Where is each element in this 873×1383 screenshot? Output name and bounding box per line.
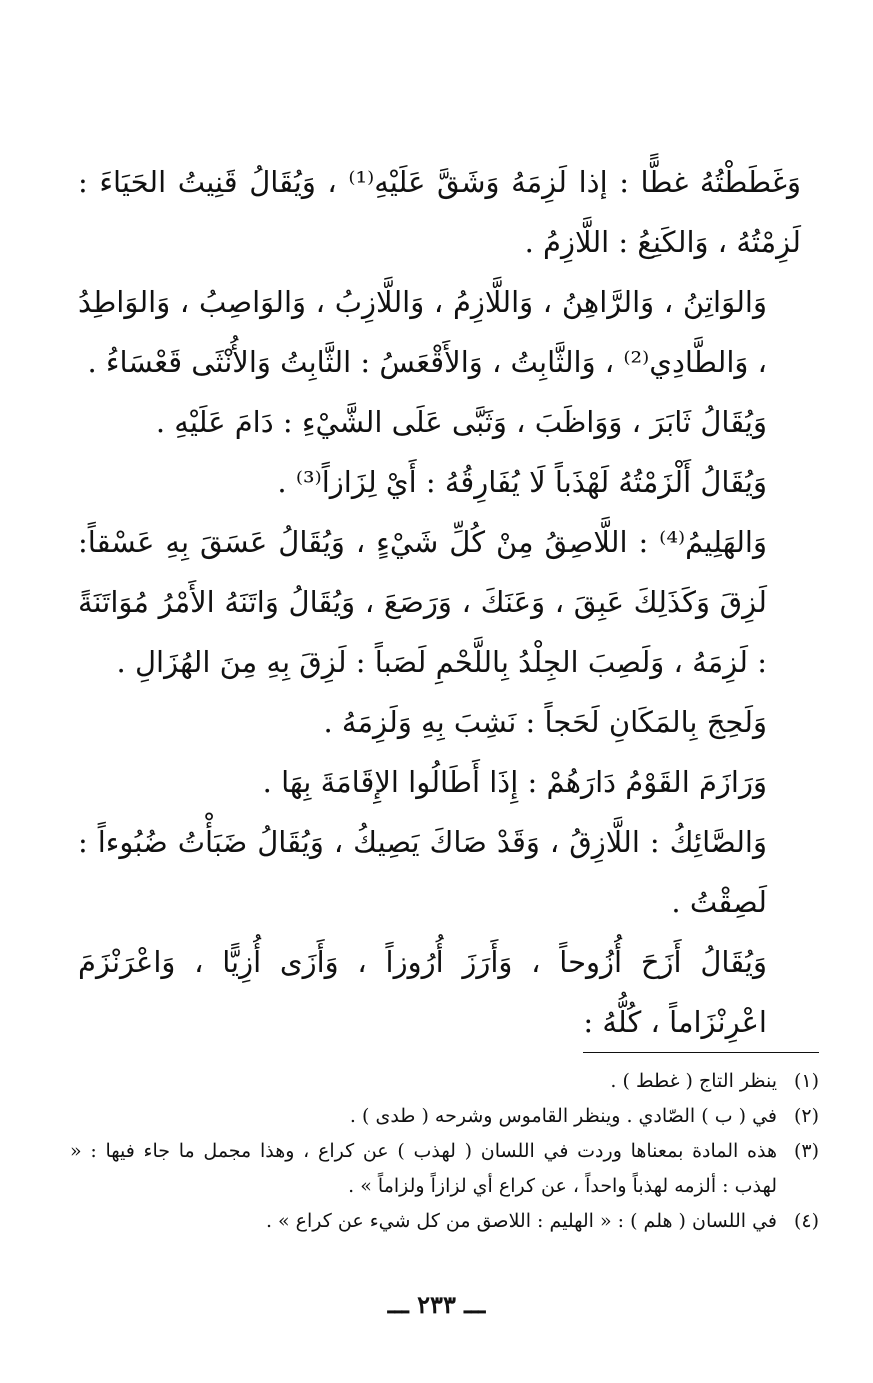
paragraph-7: وَرَازَمَ القَوْمُ دَارَهُمْ : إِذَا أَطَالُوا الإِقَامَةَ بِهَا . [262,765,767,799]
footnote-1 [70,1064,819,1099]
paragraph-1: وَغَطَطْتُهُ غطًّا : إذا لَزِمَهُ وَشَقَّ عَلَيْهِ⁽¹⁾ ، وَيُقَالُ قَنِيتُ الحَيَاءَ : لَزِمْتُهُ ، وَالكَنِعُ : اللَّازِمُ . [78,165,801,259]
footnote-text: في اللسان ( هلم ) : « الهليم : اللاصق من كل شيء عن كراع » . [265,1210,777,1232]
footnote-4 [70,1204,819,1239]
footnote-text: في ( ب ) الصّادي . وينظر القاموس وشرحه ( طدى ) . [349,1105,777,1127]
footnote-3 [70,1134,819,1204]
paragraph-8: وَالصَّائِكُ : اللَّازِقُ ، وَقَدْ صَاكَ يَصِيكُ ، وَيُقَالُ ضَبَأْتُ ضُبُوءاً : لَصِقْتُ . [78,825,767,919]
footnote-number: (١) [793,1070,819,1092]
paragraph-9: وَيُقَالُ أَزَحَ أُزُوحاً ، وَأَرَزَ أُرُوزاً ، وَأَزَى أُزِيًّا ، وَاعْرَنْزَمَ اعْرِنْزَاماً ، كُلُّهُ : [78,945,767,1039]
footnote-number: (٣) [793,1140,819,1162]
paragraph-6: وَلَحِجَ بِالمَكَانِ لَحَجاً : نَشِبَ بِهِ وَلَزِمَهُ . [323,705,767,739]
footnote-text: هذه المادة بمعناها وردت في اللسان ( لهذب ) عن كراع ، وهذا مجمل ما جاء فيها : « لهذب : ألزمه لهذباً واحداً ، عن كراع أي لزازاً ولزاماً » . [70,1140,777,1197]
page-number: ـــ ٢٣٣ ـــ [387,1290,486,1319]
paragraph-4: وَيُقَالُ أَلْزَمْتُهُ لَهْذَباً لَا يُفَارِقُهُ : أَيْ لِزَازاً⁽³⁾ . [277,465,767,499]
footnote-number: (٢) [793,1105,819,1127]
footnotes [70,1064,819,1239]
paragraph-2: وَالوَاتِنُ ، وَالرَّاهِنُ ، وَاللَّازِمُ ، وَاللَّازِبُ ، وَالوَاصِبُ ، وَالوَاطِدُ ، وَالطَّادِي⁽²⁾ ، وَالثَّابِتُ ، وَالأَقْعَسُ : الثَّابِتُ وَالأُنْثَى قَعْسَاءُ . [78,285,767,379]
footnote-separator [583,1052,819,1053]
footnote-2 [70,1099,819,1134]
paragraph-3: وَيُقَالُ ثَابَرَ ، وَوَاظَبَ ، وَثَبَّى عَلَى الشَّيْءِ : دَامَ عَلَيْهِ . [155,405,767,439]
footnote-text: ينظر التاج ( غطط ) . [610,1070,777,1092]
main-text [78,152,801,1052]
footnote-number: (٤) [793,1210,819,1232]
paragraph-5: وَالهَلِيمُ⁽⁴⁾ : اللَّاصِقُ مِنْ كُلِّ شَيْءٍ ، وَيُقَالُ عَسَقَ بِهِ عَسْقاً: لَزِقَ وَكَذَلِكَ عَبِقَ ، وَعَنَكَ ، وَرَصَعَ ، وَيُقَالُ وَاتَنَهُ الأَمْرُ مُوَاتَنَةً : لَزِمَهُ ، وَلَصِبَ الجِلْدُ بِاللَّحْمِ لَصَباً : لَزِقَ بِهِ مِنَ الهُزَالِ . [78,525,767,679]
